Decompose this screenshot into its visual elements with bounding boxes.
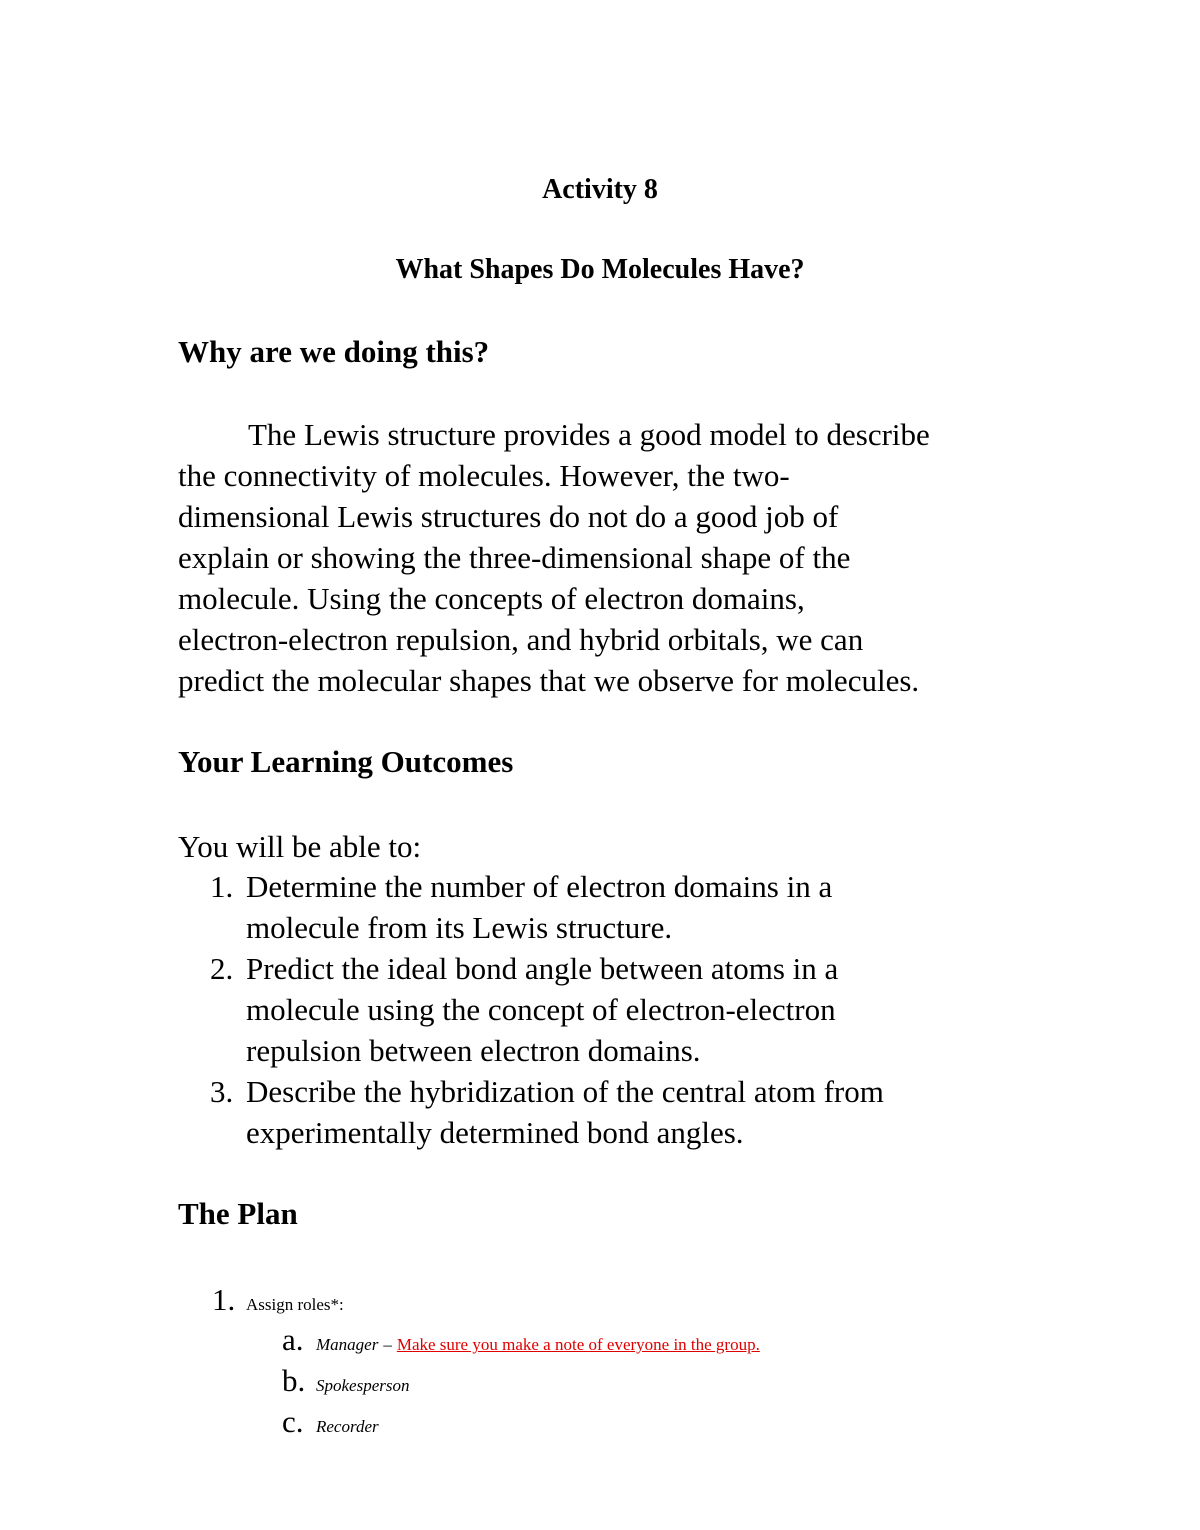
activity-subtitle: What Shapes Do Molecules Have? [395, 254, 805, 285]
plan-item-text: Assign roles*: [246, 1295, 344, 1314]
why-paragraph [178, 414, 1038, 701]
outcomes-lead: You will be able to: [178, 829, 422, 864]
role-note: Make sure you make a note of everyone in the group. [396, 1335, 760, 1354]
outcome-number: 2. [210, 951, 234, 986]
paragraph-line: predict the molecular shapes that we observe for molecules. [178, 663, 920, 698]
paragraph-line: explain or showing the three-dimensional shape of the [178, 540, 851, 575]
role-letter: a. [282, 1322, 304, 1357]
paragraph-line: dimensional Lewis structures do not do a good job of [178, 499, 839, 534]
role-item-spokesperson [282, 1363, 760, 1404]
outcome-number: 3. [210, 1074, 234, 1109]
outcome-line: Determine the number of electron domains in a [246, 869, 833, 904]
role-name: Manager [316, 1335, 379, 1354]
outcome-line: molecule from its Lewis structure. [246, 910, 673, 945]
outcome-line: experimentally determined bond angles. [246, 1115, 744, 1150]
paragraph-line: molecule. Using the concepts of electron domains, [178, 581, 805, 616]
outcome-line: repulsion between electron domains. [246, 1033, 701, 1068]
role-name: Recorder [316, 1417, 379, 1436]
plan-item-number: 1. [212, 1282, 236, 1317]
role-dash: – [383, 1335, 392, 1354]
outcomes-heading: Your Learning Outcomes [178, 744, 514, 779]
paragraph-line: the connectivity of molecules. However, the two- [178, 458, 790, 493]
role-name: Spokesperson [316, 1376, 410, 1395]
outcome-item [210, 1071, 1030, 1153]
outcome-line: Describe the hybridization of the central atom from [246, 1074, 884, 1109]
activity-title: Activity 8 [542, 174, 658, 205]
outcome-number: 1. [210, 869, 234, 904]
role-item-recorder [282, 1404, 760, 1445]
paragraph-line: The Lewis structure provides a good model to describe [248, 417, 930, 452]
why-heading: Why are we doing this? [178, 334, 490, 369]
role-letter: b. [282, 1363, 306, 1398]
outcome-line: Predict the ideal bond angle between atoms in a [246, 951, 839, 986]
outcome-item [210, 948, 1030, 1071]
outcome-line: molecule using the concept of electron-electron [246, 992, 836, 1027]
plan-item [212, 1282, 344, 1318]
role-item-manager [282, 1322, 760, 1363]
paragraph-line: electron-electron repulsion, and hybrid orbitals, we can [178, 622, 864, 657]
role-letter: c. [282, 1404, 304, 1439]
outcome-item [210, 866, 1030, 948]
roles-list [282, 1322, 760, 1445]
plan-list [212, 1282, 344, 1318]
plan-heading: The Plan [178, 1196, 298, 1231]
outcomes-list [210, 866, 1030, 1153]
